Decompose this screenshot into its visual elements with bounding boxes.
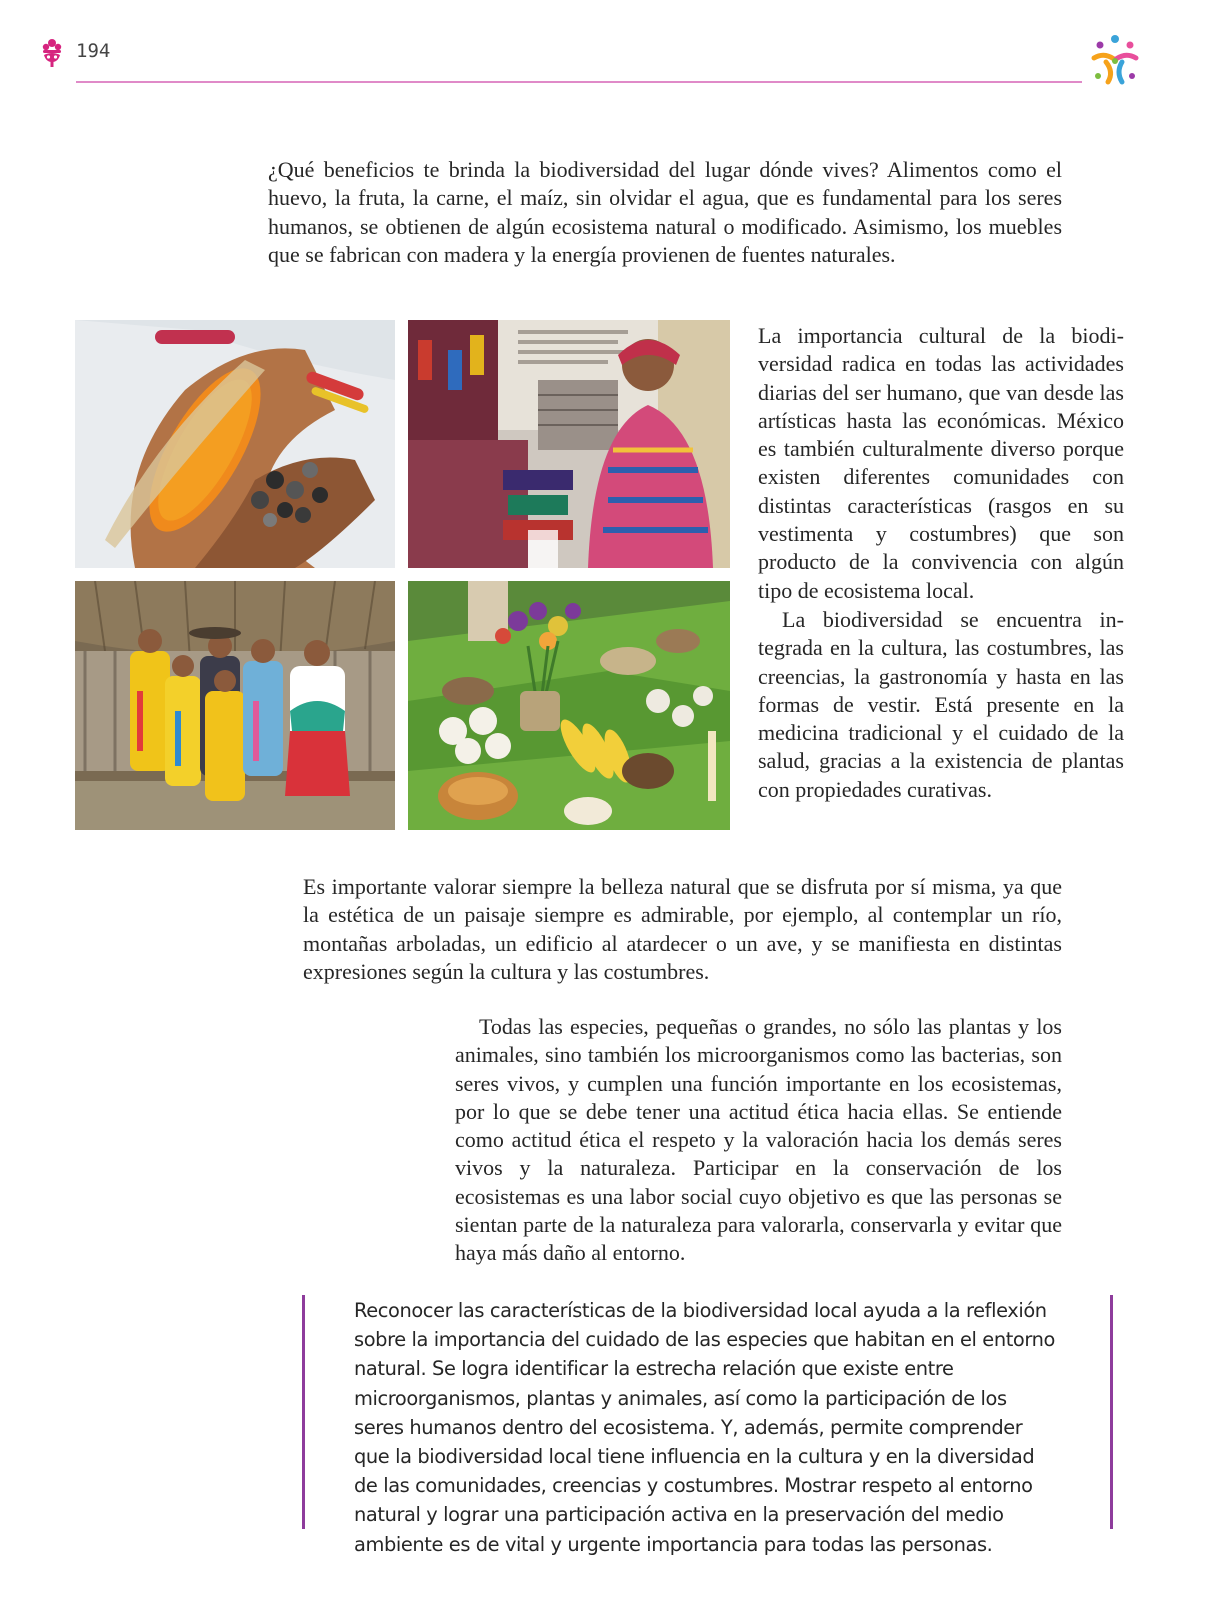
photo-corn-hands (75, 320, 395, 568)
summary-right-bar (1110, 1295, 1113, 1529)
colorful-dancing-figures-logo (1086, 32, 1144, 90)
natural-beauty-paragraph: Es importante valorar siempre la belleza natural que se disfruta por sí misma, ya que la estética de un paisaje siempre es admirable, por ejemplo, al contemplar un río, montañas arboladas, un edificio al atardecer o un ave, y se manifiesta en distintas expresiones según la cultura y las costumbres. (303, 874, 1062, 984)
summary-text: Reconocer las características de la biodiversidad local ayuda a la reflexión sobre la importancia del cuidado de las especies que habitan en el entorno natural. Se logra identificar la estrecha relación que existe entre microorganismos, plantas y animales, así como la participación de los seres humanos dentro del ecosistema. Y, además, permite comprender que la biodiversidad local tiene influencia en la cultura y en la diversidad de las comunidades, creencias y costumbres. Mostrar respeto al entorno natural y lograr una participación activa en la preservación del medio ambiente es de vital y urgente importancia para todas las personas. (354, 1299, 1055, 1556)
photo-offering-table (408, 581, 730, 830)
decorative-flower-icon (40, 38, 64, 68)
page-number: 194 (76, 40, 111, 62)
cultural-importance-paragraph: La importancia cultural de la biodiversidad radica en todas las actividades diarias del ser humano, que van desde las artísticas hasta las económicas. México es también culturalmente diverso porque existen diferentes comunidades con distintas características (rasgos en su vestimenta y costumbres) que son producto de la convivencia con algún tipo de ecosistema local. (758, 323, 1124, 603)
intro-paragraph: ¿Qué beneficios te brinda la biodiversidad del lugar dónde vives? Alimentos como el huevo, la fruta, la carne, el maíz, sin olvidar el agua, que es fundamental para los seres humanos, se obtienen de algún ecosistema natural o modificado. Asimismo, los muebles que se fabrican con madera y la energía provienen de fuentes naturales. (268, 157, 1062, 267)
biodiversity-culture-paragraph: La biodiversidad se encuentra integrada en la cultura, las costumbres, las creencias, la gastronomía y hasta en las formas de vestir. Está presente en la medicina tradicional y el cuidado de la salud, gracias a la existencia de plantas con propiedades curativas. (758, 607, 1124, 802)
photo-grid (75, 320, 730, 830)
photo-children-costumes (75, 581, 395, 830)
ethical-attitude-paragraph: Todas las especies, pequeñas o grandes, no sólo las plantas y los animales, sino también los microorganismos como las bacterias, son seres vivos, y cumplen una función importante en los ecosistemas, por lo que se debe tener una actitud ética hacia ellas. Se entiende como actitud ética el respeto y la valoración hacia los demás seres vivos y la naturaleza. Participar en la conservación de los ecosistemas es una labor social cuyo objetivo es que las personas se sientan parte de la naturaleza para valorarla, conservarla y evitar que haya más daño al entorno. (455, 1014, 1062, 1266)
header-rule (76, 81, 1082, 83)
summary-left-bar (302, 1295, 305, 1529)
photo-weaver-woman (408, 320, 730, 568)
